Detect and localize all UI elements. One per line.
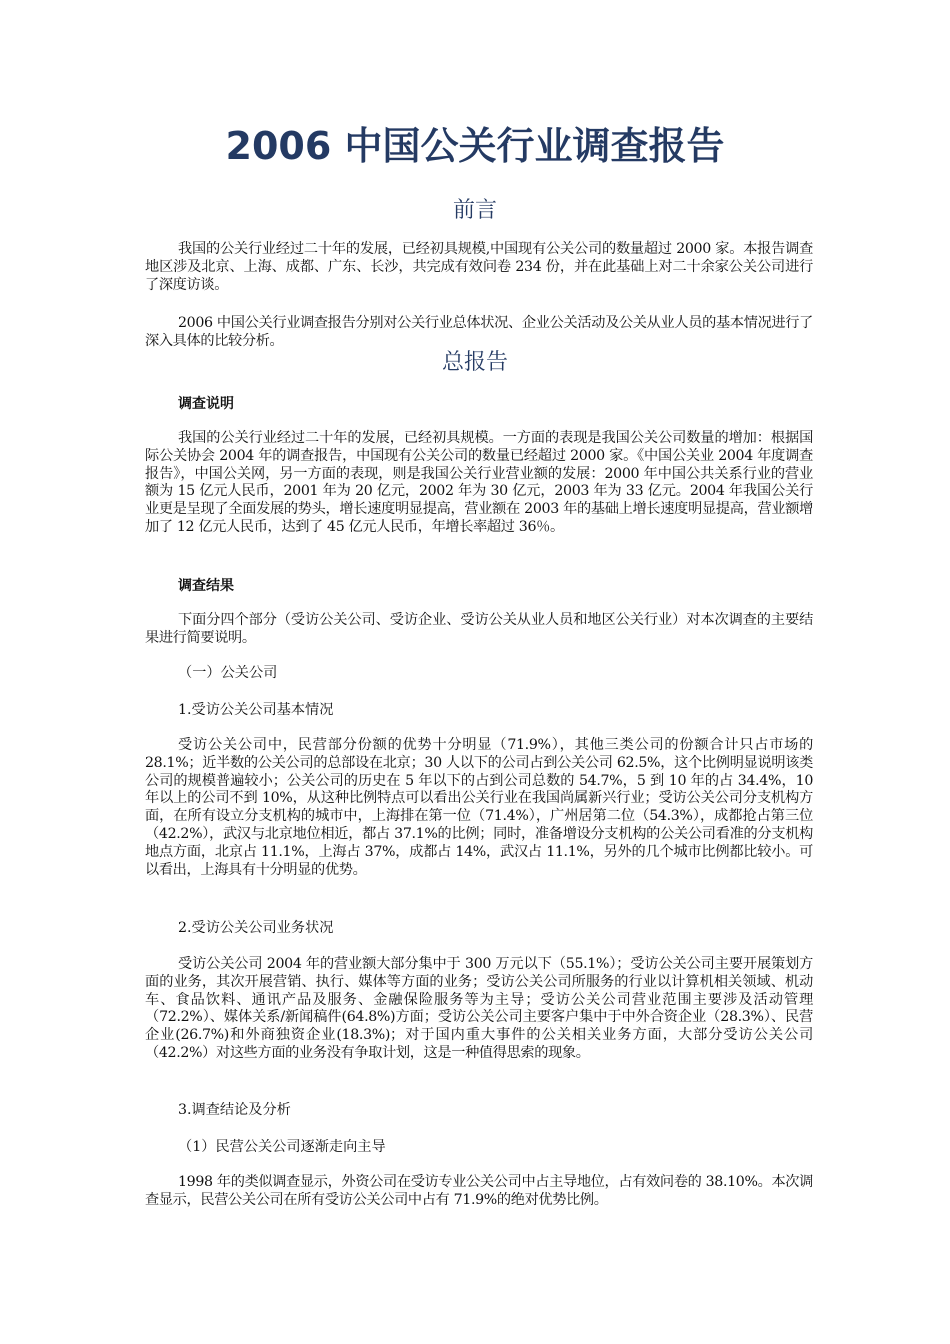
preface-paragraph-2: 2006 中国公关行业调查报告分别对公关行业总体状况、企业公关活动及公关从业人员的基本情况进行了深入具体的比较分析。: [145, 315, 813, 349]
business-status-paragraph: 受访公关公司 2004 年的营业额大部分集中于 300 万元以下（55.1%）；受访公关公司主要开展策划方面的业务，其次开展营销、执行、媒体等方面的业务；受访公关公司所服务的行业以计算机相关领域、机动车、食品饮料、通讯产品及服务、金融保险服务等为主导；受访公关公司营业范围主要涉及活动管理（72.2%）、媒体关系/新闻稿件(64.8%)方面；受访公关公司主要客户集中于中外合资企业（28.3%）、民营企业(26.7%)和外商独资企业(18.3%)；对于国内重大事件的公关相关业务方面，大部分受访公关公司（42.2%）对这些方面的业务没有争取计划，这是一种值得思索的现象。: [145, 956, 813, 1061]
conclusion-point-1-paragraph: 1998 年的类似调查显示，外资公司在受访专业公关公司中占主导地位，占有效问卷的 38.10%。本次调查显示，民营公关公司在所有受访公关公司中占有 71.9%的绝对优势比例。: [145, 1174, 813, 1208]
document-title: 2006 中国公关行业调查报告: [225, 124, 725, 168]
preface-heading: 前言: [452, 198, 497, 223]
subsection-business-status: 2.受访公关公司业务状况: [178, 920, 334, 936]
survey-description-paragraph: 我国的公关行业经过二十年的发展，已经初具规模。一方面的表现是我国公关公司数量的增加：根据国际公关协会 2004 年的调查报告，中国现有公关公司的数量已经超过 2000 家。《中国公关业 2004 年度调查报告》，中国公关网，另一方面的表现，则是我国公关行业营业额的发展：2000 年中国公共关系行业的营业额为 15 亿元人民币，2001 年为 20 亿元，2002 年为 30 亿元，2003 年为 33 亿元。2004 年我国公关行业更是呈现了全面发展的势头，增长速度明显提高，营业额在 2003 年的基础上增长速度明显提高，营业额增加了 12 亿元人民币，达到了 45 亿元人民币，年增长率超过 36％。: [145, 430, 813, 535]
survey-result-paragraph: 下面分四个部分（受访公关公司、受访企业、受访公关从业人员和地区公关行业）对本次调查的主要结果进行简要说明。: [145, 612, 813, 646]
main-report-heading: 总报告: [441, 350, 508, 375]
survey-description-heading: 调查说明: [178, 396, 234, 412]
section-pr-companies: （一）公关公司: [178, 665, 278, 681]
survey-result-heading: 调查结果: [178, 578, 234, 594]
subsection-conclusion: 3.调查结论及分析: [178, 1102, 291, 1118]
subsection-basic-situation: 1.受访公关公司基本情况: [178, 702, 334, 718]
preface-paragraph-1: 我国的公关行业经过二十年的发展，已经初具规模,中国现有公关公司的数量超过 2000 家。本报告调查地区涉及北京、上海、成都、广东、长沙，共完成有效问卷 234 份，并在此基础上对二十余家公关公司进行了深度访谈。: [145, 241, 813, 293]
basic-situation-paragraph: 受访公关公司中，民营部分份额的优势十分明显（71.9%），其他三类公司的份额合计只占市场的 28.1%；近半数的公关公司的总部设在北京；30 人以下的公司占到公关公司 62.5%，这个比例明显说明该类公司的规模普遍较小；公关公司的历史在 5 年以下的占到公司总数的 54.7%，5 到 10 年的占 34.4%，10 年以上的公司不到 10%，从这种比例特点可以看出公关行业在我国尚属新兴行业；受访公关公司分支机构方面，在所有设立分支机构的城市中，上海排在第一位（71.4%），广州居第二位（54.3%），成都抢占第三位（42.2%），武汉与北京地位相近，都占 37.1%的比例；同时，准备增设分支机构的公关公司看准的分支机构地点方面，北京占 11.1%，上海占 37%，成都占 14%，武汉占 11.1%，另外的几个城市比例都比较小。可以看出，上海具有十分明显的优势。: [145, 737, 813, 878]
conclusion-point-1: （1）民营公关公司逐渐走向主导: [178, 1139, 386, 1155]
